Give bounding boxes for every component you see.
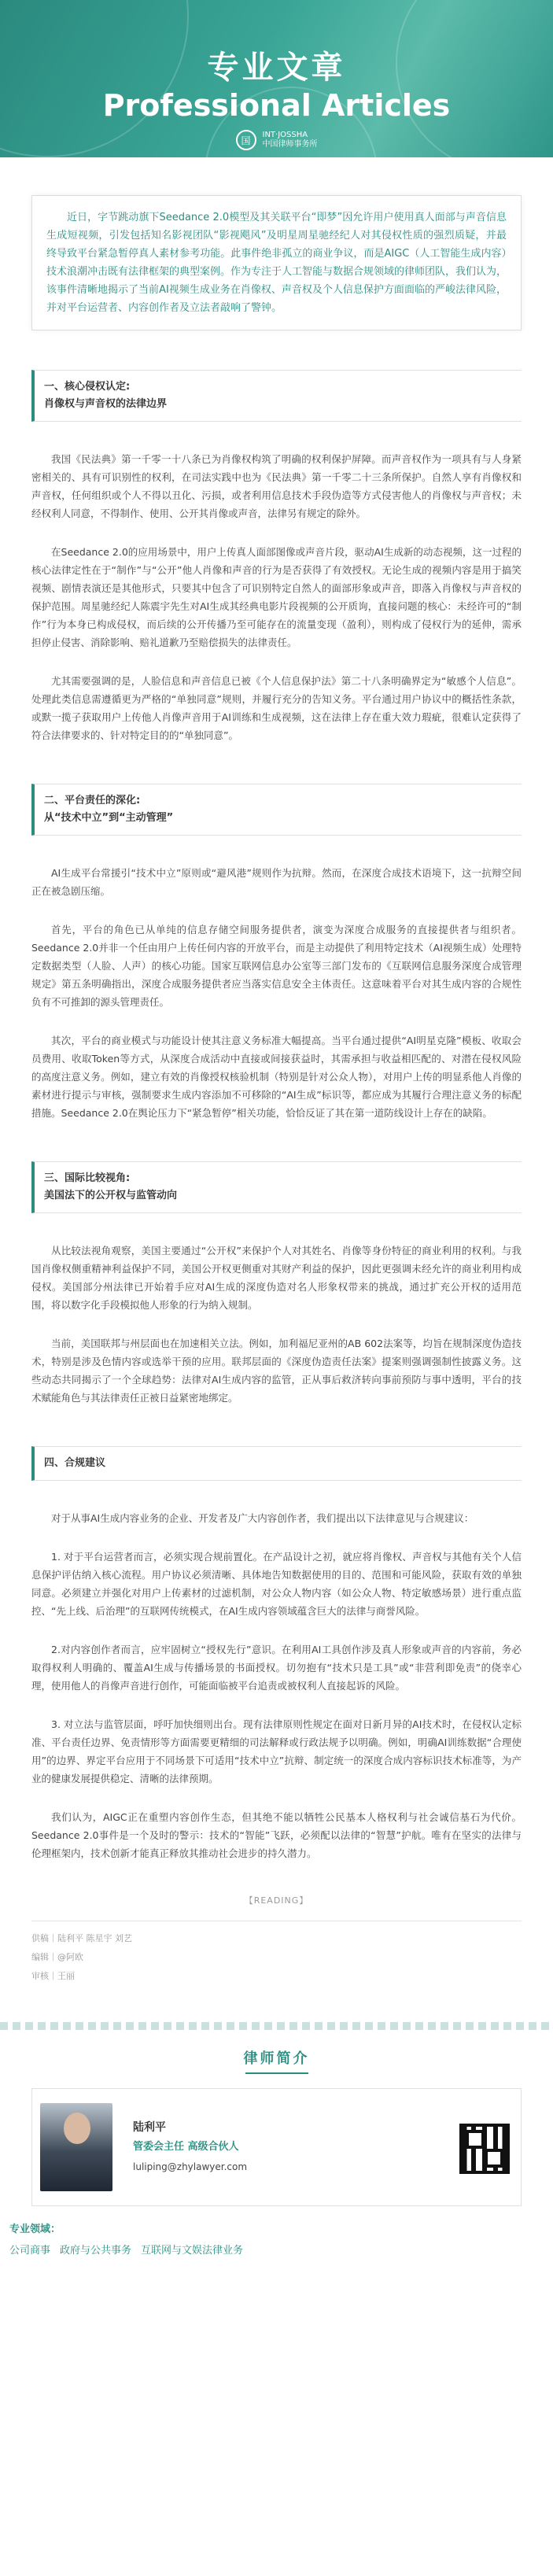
title-underline: [245, 2072, 308, 2074]
paragraph: 我们认为，AIGC正在重塑内容创作生态，但其绝不能以牺牲公民基本人格权利与社会诚信基石为代价。Seedance 2.0事件是一个及时的警示：技术的“智能”飞跃，必须配以法律的“智慧”护航。唯有在坚实的法律与伦理框架内，技术创新才能真正释放其推动社会进步的持久潜力。: [31, 1811, 522, 1859]
section-heading-4: [31, 1446, 522, 1481]
section-number: 一、核心侵权认定:: [44, 381, 131, 393]
intro-paragraph: 近日，字节跳动旗下Seedance 2.0模型及其关联平台“即梦”因允许用户使用真人面部与声音信息生成短视频，引发包括知名影视团队“影视飓风”及明星周星驰经纪人对其侵权性质的强烈质疑，并最终导致平台紧急暂停真人素材参考功能。此事件绝非孤立的商业争议，而是AIGC（人工智能生成内容）技术浪潮冲击既有法律框架的典型案例。作为专注于人工智能与数据合规领域的律师团队，我们认为，该事件清晰地揭示了当前AI视频生成业务在肖像权、声音权及个人信息保护方面面临的严峻法律风险，并对平台运营者、内容创作者及立法者敲响了警钟。: [46, 212, 507, 314]
lawyer-email[interactable]: luliping@zhylawyer.com: [133, 2161, 248, 2172]
credit-editor: 编辑｜@阿欧: [31, 1952, 83, 1962]
lawyer-info: [133, 2118, 513, 2176]
paragraph: 在Seedance 2.0的应用场景中，用户上传真人面部图像或声音片段，驱动AI生成新的动态视频，这一过程的核心法律定性在于“制作”与“公开”他人肖像和声音的行为是否获得了有效授权。无论生成的视频内容是用于搞笑视频、剧情表演还是其他形式，只要其中包含了可识别特定自然人的面部形象或声音，即落入肖像权与声音权的保护范围。周星驰经纪人陈震宇先生对AI生成其经典电影片段视频的公开质询，直接问题的核心：未经许可的“制作”行为本身已构成侵权，而后续的公开传播乃至可能存在的流量变现（盈利），则构成了侵权行为的延伸，需承担停止侵害、消除影响、赔礼道歉乃至赔偿损失的法律责任。: [31, 546, 522, 648]
paragraph: 1. 对于平台运营者而言，必须实现合规前置化。在产品设计之初，就应将肖像权、声音权与其他有关个人信息保护评估纳入核心流程。用户协议必须清晰、具体地告知数据使用的目的、范围和可能风险，获取有效的单独同意。必须建立并强化对用户上传素材的过滤机制，对公众人物内容（如公众人物、特定敏感场景）进行重点监控、“先上线、后治理”的互联网传统模式，在AI生成内容领域蕴含巨大的法律与商誉风险。: [31, 1551, 522, 1617]
section-number: 四、合规建议: [44, 1457, 106, 1469]
firm-logo-icon: 国: [236, 130, 256, 150]
reading-marker: 【READING】: [244, 1895, 309, 1906]
paragraph: 我国《民法典》第一千零一十八条已为肖像权构筑了明确的权利保护屏障。而声音权作为一项具有与人身紧密相关的、具有可识别性的权利，在司法实践中也为《民法典》第一千零二十三条所保护。自然人享有肖像权和声音权，任何组织或个人不得以丑化、污损，或者利用信息技术手段伪造等方式侵害他人的肖像权与声音权；未经权利人同意，不得制作、使用、公开其肖像或声音，法律另有规定的除外。: [31, 453, 522, 519]
field-label: 专业领域：: [9, 2224, 61, 2235]
section-subtitle: 美国法下的公开权与监管动向: [44, 1190, 178, 1201]
credit-reviewer: 审核｜王丽: [31, 1971, 75, 1981]
section-body-3: [31, 1242, 522, 1407]
firm-logo-text: [263, 131, 318, 149]
lawyer-photo: [40, 2103, 112, 2191]
credits-block: [31, 1921, 522, 1986]
section-heading-2: [31, 784, 522, 836]
intro-box: [31, 195, 522, 330]
bottom-spacer: [0, 2257, 553, 2304]
paragraph: 2.对内容创作者而言，应牢固树立“授权先行”意识。在利用AI工具创作涉及真人形象或声音的内容前，务必取得权利人明确的、覆盖AI生成与传播场景的书面授权。切勿抱有“技术只是工具”或“非营利即免责”的侥幸心理，使用他人的肖像声音进行创作，可能面临被平台追责或被权利人直接起诉的风险。: [31, 1644, 522, 1692]
firm-logo: [0, 130, 553, 150]
field-list: [9, 2242, 553, 2257]
section-subtitle: 肖像权与声音权的法律边界: [44, 398, 168, 410]
paragraph: 其次，平台的商业模式与功能设计使其注意义务标准大幅提高。当平台通过提供“AI明星克隆”模板、收取会员费用、收取Token等方式，从深度合成活动中直接或间接获益时，其需承担与收益相匹配的、对潜在侵权风险的高度注意义务。例如，建立有效的肖像授权核验机制（特别是针对公众人物），对用户上传的明显系他人肖像的素材进行提示与审核，强制要求生成内容添加不可移除的“AI生成”标识等，都应成为其履行合理注意义务的标配措施。Seedance 2.0在舆论压力下“紧急暂停”相关功能，恰恰反证了其在第一道防线设计上存在的缺陷。: [31, 1035, 522, 1119]
section-heading-3: [31, 1161, 522, 1213]
field-item: 政府与公共事务: [60, 2245, 132, 2257]
paragraph: 当前，美国联邦与州层面也在加速相关立法。例如，加利福尼亚州的AB 602法案等，均旨在规制深度伪造技术，特别是涉及色情内容或选举干预的应用。联邦层面的《深度伪造责任法案》提案则强调强制性披露义务。这些动态共同揭示了一个全球趋势：法律对AI生成内容的监管，正从事后救济转向事前预防与事中透明，平台的技术赋能角色与其法律责任正被日益紧密地绑定。: [31, 1338, 522, 1404]
lawyer-card: [31, 2088, 522, 2206]
banner-title-en: Professional Articles: [102, 88, 451, 123]
section-body-1: [31, 450, 522, 744]
logo-line-1: INT·JOSSHA: [262, 131, 308, 139]
paragraph: 3. 对立法与监管层面，呼吁加快细则出台。现有法律原则性规定在面对日新月异的AI技术时，在侵权认定标准、平台责任边界、免责情形等方面需要更精细的司法解释或行政法规予以明确。例如，明确AI训练数据“合理使用”的边界、界定平台应用于不同场景下可适用“技术中立”抗辩、制定统一的深度合成内容标识技术标准等，为产业的健康发展提供稳定、清晰的法律预期。: [31, 1718, 522, 1784]
paragraph: AI生成平台常援引“技术中立”原则或“避风港”规则作为抗辩。然而，在深度合成技术语境下，这一抗辩空间正在被急剧压缩。: [31, 867, 522, 897]
section-heading-1: [31, 370, 522, 422]
lawyer-name: 陆利平: [133, 2121, 166, 2134]
qr-code-icon: [459, 2124, 510, 2174]
logo-line-2: 中国律师事务所: [262, 140, 318, 149]
paragraph: 从比较法视角观察，美国主要通过“公开权”来保护个人对其姓名、肖像等身份特征的商业利用的权利。与我国肖像权侧重精神利益保护不同，美国公开权更侧重对其财产利益的保护，因此更强调未经允许的商业利用构成侵权。美国部分州法律已开始着手应对AI生成的深度伪造对名人形象权带来的挑战，通过扩充公开权的适用范围，将以数字化手段模拟他人形象的行为纳入规制。: [31, 1245, 522, 1311]
section-number: 二、平台责任的深化:: [44, 795, 141, 806]
section-body-4: [31, 1509, 522, 1862]
header-banner: [0, 0, 553, 157]
credit-author: 供稿｜陆利平 陈星宇 刘艺: [31, 1933, 132, 1943]
section-number: 三、国际比较视角:: [44, 1172, 131, 1184]
paragraph: 首先，平台的角色已从单纯的信息存储空间服务提供者，演变为深度合成服务的直接提供者与组织者。Seedance 2.0并非一个任由用户上传任何内容的开放平台，而是主动提供了利用特定技术（AI视频生成）处理特定数据类型（人脸、人声）的核心功能。国家互联网信息办公室等三部门发布的《互联网信息服务深度合成管理规定》第五条明确指出，深度合成服务提供者应当落实信息安全主体责任。这意味着平台对其生成内容的合规性负有不可推卸的源头管理责任。: [31, 924, 522, 1008]
field-item: 公司商事: [9, 2245, 51, 2257]
divider: [0, 2022, 553, 2030]
section-body-2: [31, 864, 522, 1122]
paragraph: 对于从事AI生成内容业务的企业、开发者及广大内容创作者，我们提出以下法律意见与合规建议：: [51, 1512, 474, 1524]
paragraph: 尤其需要强调的是，人脸信息和声音信息已被《个人信息保护法》第二十八条明确界定为“敏感个人信息”。处理此类信息需遵循更为严格的“单独同意”规则，并履行充分的告知义务。平台通过用户协议中的概括性条款，或默一揽子获取用户上传他人肖像声音用于AI训练和生成视频，这在法律上存在重大效力瑕疵，很难认定获得了符合法律要求的、针对特定目的的“单独同意”。: [31, 675, 522, 741]
lawyer-role: 管委会主任 高级合伙人: [133, 2141, 239, 2153]
field-item: 互联网与文娱法律业务: [141, 2245, 244, 2257]
banner-title-cn: 专业文章: [207, 50, 346, 86]
section-subtitle: 从“技术中立”到“主动管理”: [44, 812, 174, 824]
lawyer-section-title: 律师简介: [243, 2050, 310, 2067]
